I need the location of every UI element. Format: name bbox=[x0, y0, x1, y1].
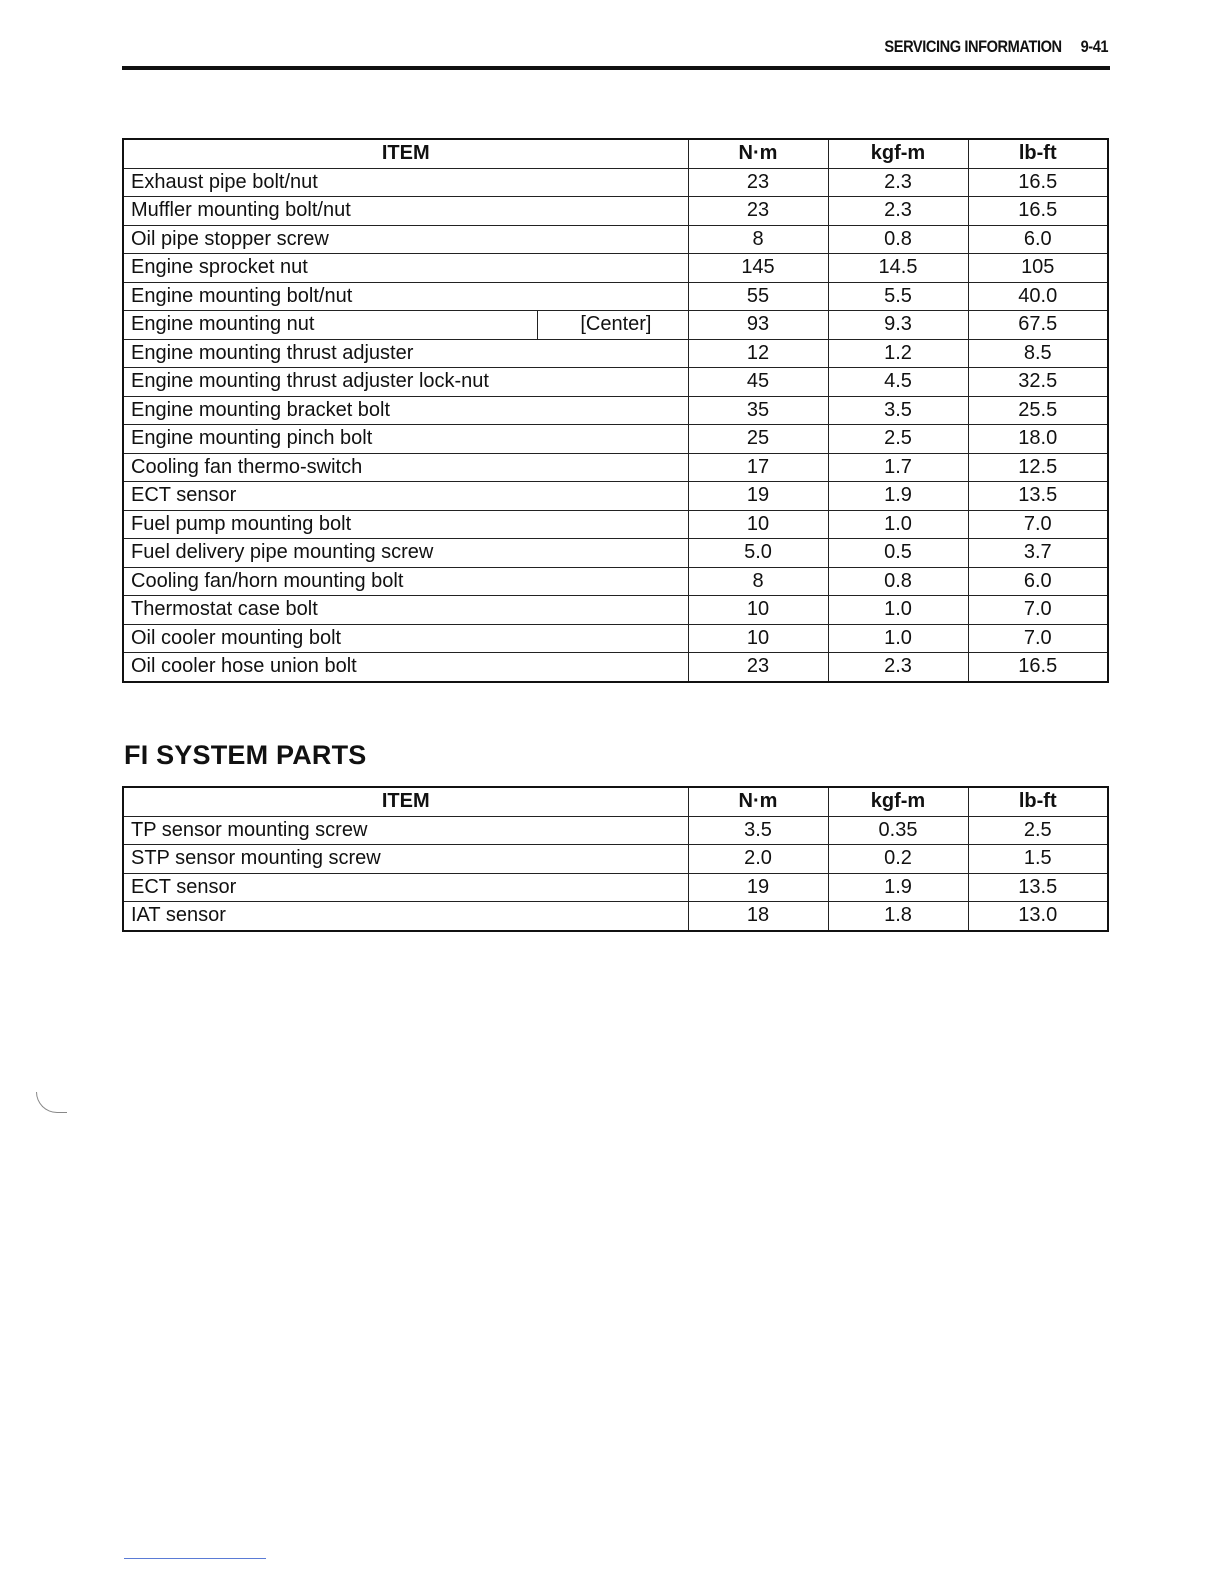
cell-nm: 19 bbox=[688, 482, 828, 511]
cell-kgfm: 0.5 bbox=[828, 539, 968, 568]
cell-lbft: 16.5 bbox=[968, 168, 1108, 197]
cell-kgfm: 1.8 bbox=[828, 902, 968, 931]
cell-item: Oil cooler hose union bolt bbox=[123, 653, 688, 682]
cell-lbft: 25.5 bbox=[968, 396, 1108, 425]
cell-lbft: 16.5 bbox=[968, 197, 1108, 226]
column-header-item: ITEM bbox=[123, 139, 688, 168]
column-header-lbft: lb-ft bbox=[968, 139, 1108, 168]
cell-item: STP sensor mounting screw bbox=[123, 845, 688, 874]
cell-item: IAT sensor bbox=[123, 902, 688, 931]
cell-nm: 17 bbox=[688, 453, 828, 482]
table-row bbox=[123, 282, 1108, 311]
table-row bbox=[123, 197, 1108, 226]
table-row bbox=[123, 510, 1108, 539]
cell-item: TP sensor mounting screw bbox=[123, 816, 688, 845]
cell-lbft: 67.5 bbox=[968, 311, 1108, 340]
cell-kgfm: 1.0 bbox=[828, 596, 968, 625]
header-section-title: SERVICING INFORMATION bbox=[884, 37, 1062, 56]
cell-kgfm: 2.5 bbox=[828, 425, 968, 454]
cell-kgfm: 2.3 bbox=[828, 197, 968, 226]
table-row bbox=[123, 368, 1108, 397]
table-row bbox=[123, 653, 1108, 682]
cell-lbft: 18.0 bbox=[968, 425, 1108, 454]
cell-kgfm: 0.2 bbox=[828, 845, 968, 874]
cell-kgfm: 1.0 bbox=[828, 624, 968, 653]
cell-item: Engine mounting bracket bolt bbox=[123, 396, 688, 425]
cell-item: ECT sensor bbox=[123, 482, 688, 511]
footer-rule bbox=[124, 1558, 266, 1559]
table-row bbox=[123, 339, 1108, 368]
cell-kgfm: 3.5 bbox=[828, 396, 968, 425]
table-row bbox=[123, 311, 1108, 340]
torque-table-main bbox=[122, 138, 1109, 683]
cell-item: Thermostat case bolt bbox=[123, 596, 688, 625]
cell-item: Fuel delivery pipe mounting screw bbox=[123, 539, 688, 568]
cell-kgfm: 0.8 bbox=[828, 567, 968, 596]
cell-lbft: 7.0 bbox=[968, 596, 1108, 625]
cell-lbft: 13.0 bbox=[968, 902, 1108, 931]
cell-item: Engine mounting thrust adjuster bbox=[123, 339, 688, 368]
cell-nm: 35 bbox=[688, 396, 828, 425]
cell-item: Engine sprocket nut bbox=[123, 254, 688, 283]
cell-lbft: 105 bbox=[968, 254, 1108, 283]
cell-lbft: 6.0 bbox=[968, 567, 1108, 596]
cell-nm: 23 bbox=[688, 653, 828, 682]
cell-lbft: 8.5 bbox=[968, 339, 1108, 368]
scan-edge-mark bbox=[36, 1092, 67, 1113]
cell-lbft: 13.5 bbox=[968, 482, 1108, 511]
cell-lbft: 6.0 bbox=[968, 225, 1108, 254]
cell-item: Oil cooler mounting bolt bbox=[123, 624, 688, 653]
cell-lbft: 40.0 bbox=[968, 282, 1108, 311]
column-header-kgfm: kgf-m bbox=[828, 139, 968, 168]
cell-nm: 23 bbox=[688, 168, 828, 197]
column-header-lbft: lb-ft bbox=[968, 787, 1108, 816]
cell-item: Engine mounting nut bbox=[123, 311, 537, 340]
table-header-row bbox=[123, 787, 1108, 816]
table-row bbox=[123, 425, 1108, 454]
cell-lbft: 2.5 bbox=[968, 816, 1108, 845]
cell-nm: 8 bbox=[688, 225, 828, 254]
cell-item: Cooling fan thermo-switch bbox=[123, 453, 688, 482]
cell-kgfm: 9.3 bbox=[828, 311, 968, 340]
cell-item: Engine mounting thrust adjuster lock-nut bbox=[123, 368, 688, 397]
torque-table-fi-system bbox=[122, 786, 1109, 932]
table-row bbox=[123, 254, 1108, 283]
table-row bbox=[123, 225, 1108, 254]
cell-item: Exhaust pipe bolt/nut bbox=[123, 168, 688, 197]
table-row bbox=[123, 567, 1108, 596]
table-row bbox=[123, 902, 1108, 931]
cell-nm: 12 bbox=[688, 339, 828, 368]
cell-nm: 19 bbox=[688, 873, 828, 902]
cell-item: Muffler mounting bolt/nut bbox=[123, 197, 688, 226]
table-header-row bbox=[123, 139, 1108, 168]
column-header-nm: N·m bbox=[688, 139, 828, 168]
table-row bbox=[123, 396, 1108, 425]
cell-lbft: 7.0 bbox=[968, 510, 1108, 539]
table-row bbox=[123, 845, 1108, 874]
cell-lbft: 1.5 bbox=[968, 845, 1108, 874]
cell-kgfm: 4.5 bbox=[828, 368, 968, 397]
section-title-fi-system-parts: FI SYSTEM PARTS bbox=[124, 740, 367, 770]
table-body bbox=[123, 168, 1108, 682]
table-row bbox=[123, 539, 1108, 568]
cell-lbft: 16.5 bbox=[968, 653, 1108, 682]
cell-kgfm: 1.7 bbox=[828, 453, 968, 482]
cell-item: Cooling fan/horn mounting bolt bbox=[123, 567, 688, 596]
cell-lbft: 13.5 bbox=[968, 873, 1108, 902]
cell-lbft: 12.5 bbox=[968, 453, 1108, 482]
cell-kgfm: 0.35 bbox=[828, 816, 968, 845]
cell-item: Engine mounting pinch bolt bbox=[123, 425, 688, 454]
table-row bbox=[123, 816, 1108, 845]
column-header-item: ITEM bbox=[123, 787, 688, 816]
cell-nm: 8 bbox=[688, 567, 828, 596]
cell-nm: 10 bbox=[688, 510, 828, 539]
page-header bbox=[122, 36, 1110, 70]
cell-item-note: [Center] bbox=[537, 311, 688, 340]
cell-nm: 10 bbox=[688, 596, 828, 625]
cell-nm: 23 bbox=[688, 197, 828, 226]
table-row bbox=[123, 873, 1108, 902]
table-row bbox=[123, 453, 1108, 482]
cell-lbft: 7.0 bbox=[968, 624, 1108, 653]
cell-nm: 55 bbox=[688, 282, 828, 311]
cell-item: Oil pipe stopper screw bbox=[123, 225, 688, 254]
header-text bbox=[865, 37, 1108, 57]
cell-lbft: 32.5 bbox=[968, 368, 1108, 397]
cell-nm: 10 bbox=[688, 624, 828, 653]
cell-kgfm: 1.0 bbox=[828, 510, 968, 539]
table-row bbox=[123, 482, 1108, 511]
cell-kgfm: 2.3 bbox=[828, 653, 968, 682]
cell-nm: 145 bbox=[688, 254, 828, 283]
cell-nm: 18 bbox=[688, 902, 828, 931]
cell-kgfm: 0.8 bbox=[828, 225, 968, 254]
cell-lbft: 3.7 bbox=[968, 539, 1108, 568]
cell-nm: 25 bbox=[688, 425, 828, 454]
column-header-kgfm: kgf-m bbox=[828, 787, 968, 816]
cell-item: Engine mounting bolt/nut bbox=[123, 282, 688, 311]
cell-item: ECT sensor bbox=[123, 873, 688, 902]
cell-kgfm: 1.9 bbox=[828, 482, 968, 511]
cell-nm: 2.0 bbox=[688, 845, 828, 874]
column-header-nm: N·m bbox=[688, 787, 828, 816]
cell-kgfm: 1.9 bbox=[828, 873, 968, 902]
cell-kgfm: 14.5 bbox=[828, 254, 968, 283]
cell-kgfm: 5.5 bbox=[828, 282, 968, 311]
cell-nm: 3.5 bbox=[688, 816, 828, 845]
cell-kgfm: 1.2 bbox=[828, 339, 968, 368]
cell-nm: 93 bbox=[688, 311, 828, 340]
cell-item: Fuel pump mounting bolt bbox=[123, 510, 688, 539]
table-row bbox=[123, 624, 1108, 653]
cell-nm: 45 bbox=[688, 368, 828, 397]
header-page-number: 9-41 bbox=[1080, 37, 1108, 56]
table-body bbox=[123, 816, 1108, 931]
cell-kgfm: 2.3 bbox=[828, 168, 968, 197]
table-row bbox=[123, 596, 1108, 625]
table-row bbox=[123, 168, 1108, 197]
cell-nm: 5.0 bbox=[688, 539, 828, 568]
